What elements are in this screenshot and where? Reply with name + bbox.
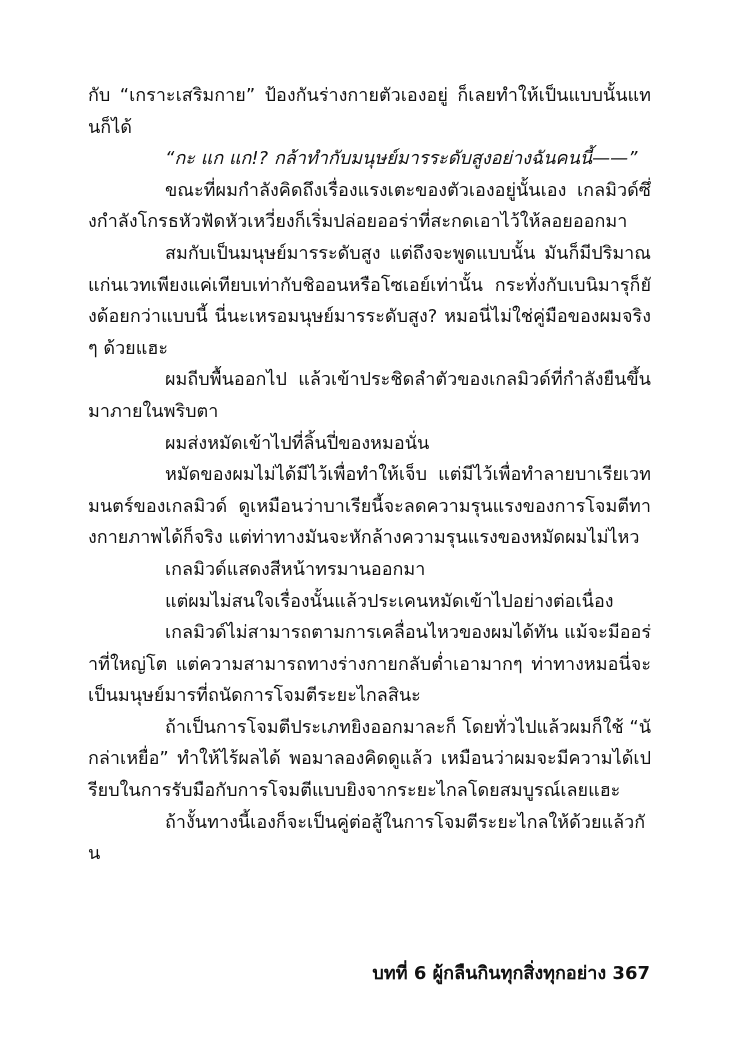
paragraph-7: หมัดของผมไม่ได้มีไว้เพื่อทำให้เจ็บ แต่มีไว้เพื่อทำลายบาเรียเวทมนตร์ของเกลมิวด์ ดูเหมือนว่าบาเรียนี้จะลดความรุนแรงของการโจมตีทางกายภาพได้ก็จริง แต่ท่าทางมันจะหักล้างความรุนแรงของหมัดผมไม่ไหว (88, 464, 651, 549)
paragraph-5: ผมถีบพื้นออกไป แล้วเข้าประชิดลำตัวของเกลมิวด์ที่กำลังยืนขึ้นมาภายในพริบตา (88, 369, 651, 422)
paragraph-3: ขณะที่ผมกำลังคิดถึงเรื่องแรงเตะของตัวเองอยู่นั้นเอง เกลมิวด์ซึ่งกำลังโกรธหัวฟัดหัวเหวี่ยงก็เริ่มปล่อยออร่าที่สะกดเอาไว้ให้ลอยออกมา (88, 179, 651, 233)
paragraph-2-dialogue: “กะ แก แก!? กล้าทำกับมนุษย์มารระดับสูงอย่างฉันคนนี้——” (165, 148, 638, 170)
running-footer-chapter-page: บทที่ 6 ผู้กลืนกินทุกสิ่งทุกอย่าง 367 (372, 963, 650, 984)
paragraph-10: เกลมิวด์ไม่สามารถตามการเคลื่อนไหวของผมได้ทัน แม้จะมีออร่าที่ใหญ่โต แต่ความสามารถทางร่างกายกลับต่ำเอามากๆ ท่าทางหมอนี่จะเป็นมนุษย์มารที่ถนัดการโจมตีระยะไกลสินะ (88, 622, 651, 707)
paragraph-12: ถ้างั้นทางนี้เองก็จะเป็นคู่ต่อสู้ในการโจมตีระยะไกลให้ด้วยแล้วกัน (88, 811, 646, 865)
paragraph-4: สมกับเป็นมนุษย์มารระดับสูง แต่ถึงจะพูดแบบนั้น มันก็มีปริมาณแก่นเวทเพียงแค่เทียบเท่ากับชิออนหรือโซเอย์เท่านั้น กระทั่งกับเบนิมารุก็ยังด้อยกว่าแบบนี้ นี่นะเหรอมนุษย์มารระดับสูง? หมอนี่ไม่ใช่คู่มือของผมจริงๆ ด้วยแฮะ (88, 242, 651, 359)
paragraph-9: แต่ผมไม่สนใจเรื่องนั้นแล้วประเคนหมัดเข้าไปอย่างต่อเนื่อง (165, 590, 614, 612)
paragraph-1: กับ “เกราะเสริมกาย” ป้องกันร่างกายตัวเองอยู่ ก็เลยทำให้เป็นแบบนั้นแทนก็ได้ (88, 85, 651, 138)
paragraph-6: ผมส่งหมัดเข้าไปที่ลิ้นปี่ของหมอนั่น (165, 432, 430, 454)
paragraph-8: เกลมิวด์แสดงสีหน้าทรมานออกมา (165, 558, 426, 580)
page-body (88, 80, 651, 870)
paragraph-11: ถ้าเป็นการโจมตีประเภทยิงออกมาละก็ โดยทั่วไปแล้วผมก็ใช้ “นักล่าเหยื่อ” ทำให้ไร้ผลได้ พอมาลองคิดดูแล้ว เหมือนว่าผมจะมีความได้เปรียบในการรับมือกับการโจมตีแบบยิงจากระยะไกลโดยสมบูรณ์เลยแฮะ (88, 716, 651, 802)
